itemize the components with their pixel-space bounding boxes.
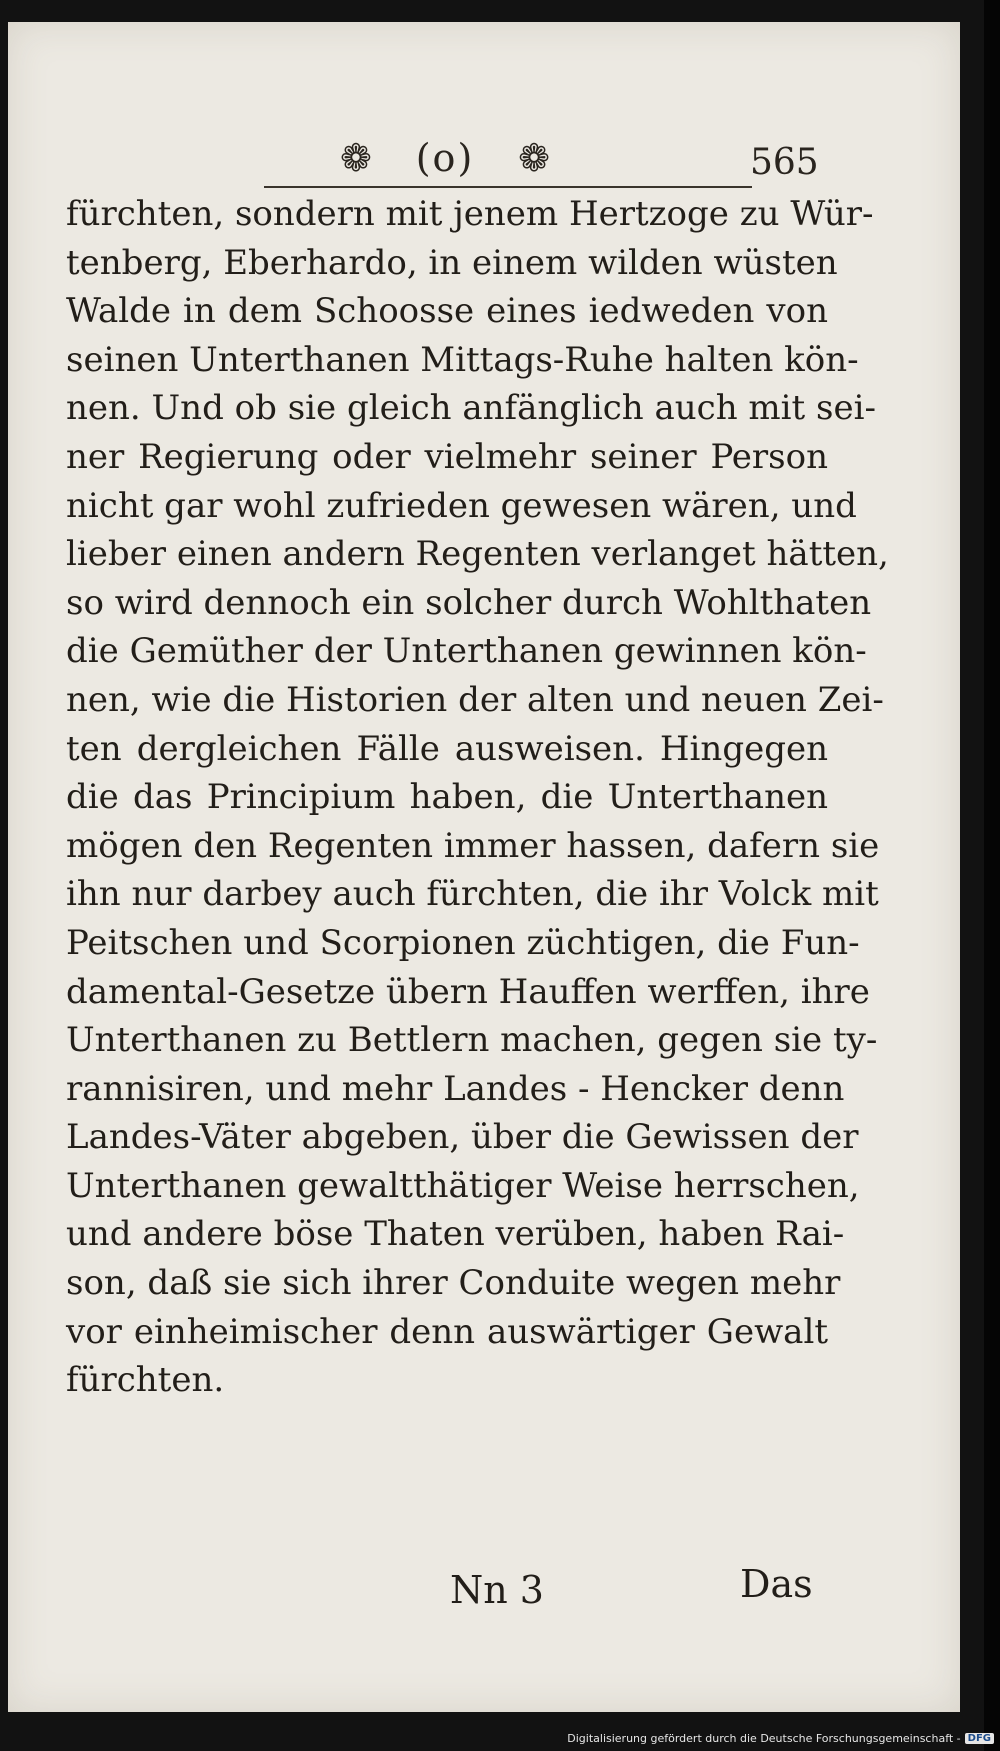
text-line: seinen Unterthanen Mittags-Ruhe halten kön- [66, 339, 859, 380]
text-line: fürchten. [66, 1360, 225, 1401]
page-header [8, 130, 960, 190]
text-line: nicht gar wohl zufrieden gewesen wären, und [66, 485, 857, 526]
text-line: nen, wie die Historien der alten und neuen Zei- [66, 679, 884, 720]
text-line: rannisiren, und mehr Landes - Hencker denn [66, 1068, 845, 1109]
text-line: lieber einen andern Regenten verlanget hätten, [66, 534, 889, 575]
header-signature: (o) [415, 136, 475, 180]
signature-mark: Nn 3 [450, 1568, 544, 1612]
text-line: fürchten, sondern mit jenem Hertzoge zu Wür- [66, 194, 874, 234]
text-line: ten dergleichen Fälle ausweisen. Hingegen [66, 728, 828, 769]
text-line: Unterthanen zu Bettlern machen, gegen sie ty- [66, 1020, 878, 1061]
flower-ornament-icon: ❁ [340, 136, 372, 180]
digitization-credit [567, 1732, 994, 1745]
text-line: son, daß sie sich ihrer Conduite wegen mehr [66, 1263, 841, 1304]
page-number: 565 [750, 142, 819, 183]
text-line: Landes-Väter abgeben, über die Gewissen der [66, 1117, 859, 1158]
text-line: Peitschen und Scorpionen züchtigen, die Fun- [66, 922, 860, 963]
text-line: nen. Und ob sie gleich anfänglich auch mit sei- [66, 388, 876, 429]
text-line: Unterthanen gewaltthätiger Weise herrschen, [66, 1165, 860, 1206]
text-line: und andere böse Thaten verüben, haben Rai- [66, 1214, 845, 1255]
header-ornament-group [340, 130, 550, 186]
dfg-logo: DFG [965, 1733, 994, 1744]
text-line: ihn nur darbey auch fürchten, die ihr Volck mit [66, 874, 879, 915]
credit-text: Digitalisierung gefördert durch die Deutsche Forschungsgemeinschaft - [567, 1732, 961, 1745]
book-spine-shadow [984, 0, 1000, 1751]
text-line: die das Principium haben, die Unterthanen [66, 777, 828, 818]
body-text [66, 190, 889, 1405]
book-page [8, 22, 960, 1712]
text-line: mögen den Regenten immer hassen, dafern sie [66, 825, 880, 866]
text-line: so wird dennoch ein solcher durch Wohlthaten [66, 582, 872, 623]
text-line: die Gemüther der Unterthanen gewinnen kön- [66, 631, 867, 672]
catchword: Das [740, 1562, 813, 1606]
text-line: Walde in dem Schoosse eines iedweden von [66, 291, 828, 332]
header-rule [264, 186, 752, 188]
text-line: damental-Gesetze übern Hauffen werffen, ihre [66, 971, 870, 1012]
text-line: ner Regierung oder vielmehr seiner Person [66, 436, 828, 477]
text-line: tenberg, Eberhardo, in einem wilden wüsten [66, 242, 838, 283]
flower-ornament-icon: ❁ [518, 136, 550, 180]
text-line: vor einheimischer denn auswärtiger Gewalt [66, 1311, 828, 1352]
